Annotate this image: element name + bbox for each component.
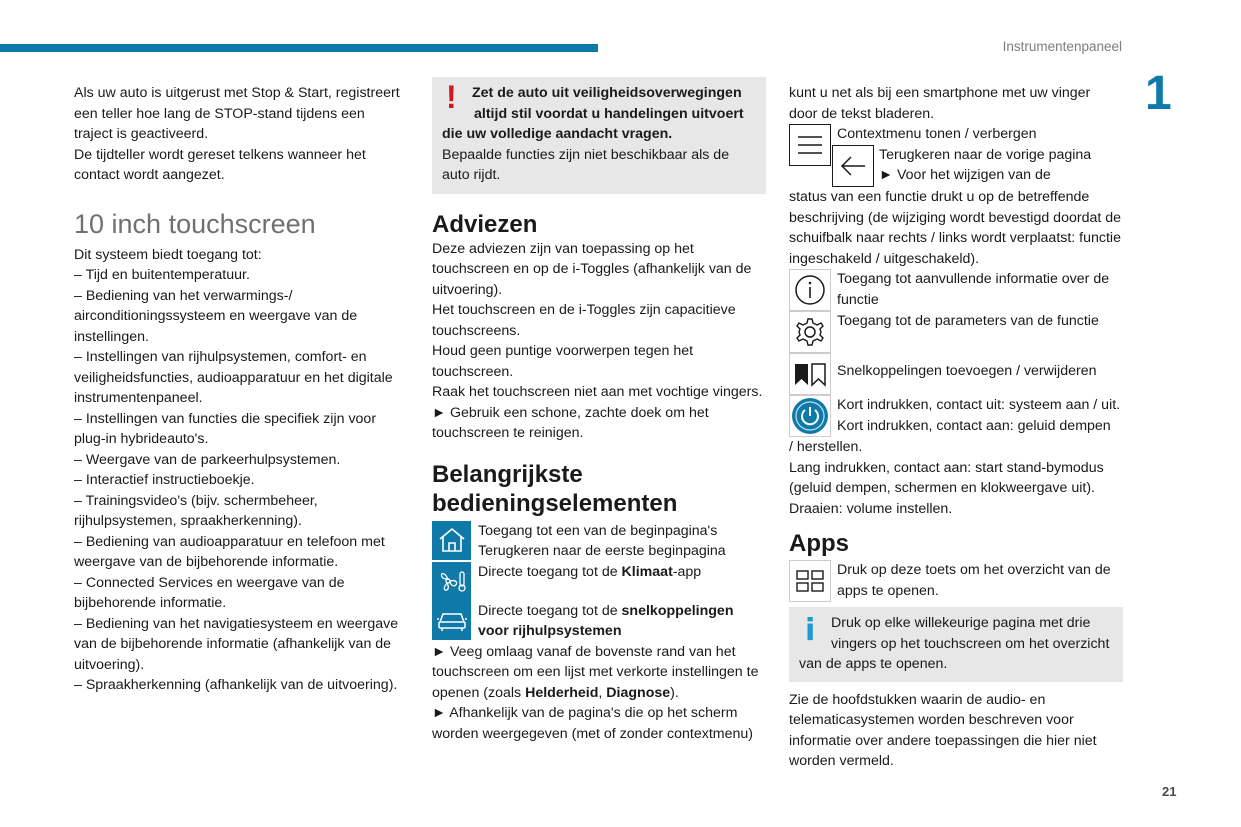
intro-line: De tijdteller wordt gereset telkens wanneer het bbox=[74, 146, 366, 163]
power-line: Draaien: volume instellen. bbox=[789, 500, 953, 517]
body-line: – Bediening van het verwarmings-/ bbox=[74, 287, 293, 304]
note-line: van de apps te openen. bbox=[799, 656, 948, 672]
params-desc: Toegang tot de parameters van de functie bbox=[837, 313, 1099, 329]
advice-line: Deze adviezen zijn van toepassing op het bbox=[432, 240, 694, 257]
body-line: Dit systeem biedt toegang tot: bbox=[74, 246, 262, 263]
apps-desc: Druk op deze toets om het overzicht van de bbox=[837, 562, 1111, 578]
status-line: schuifbalk naar rechts / links wordt verplaatst: functie bbox=[789, 230, 1121, 246]
body-line: – Interactief instructieboekje. bbox=[74, 472, 255, 488]
apps-desc: apps te openen. bbox=[837, 582, 939, 599]
power-line: (geluid dempen, schermen en klokweergave uit). bbox=[789, 480, 1095, 496]
power-desc: Kort indrukken, contact aan: geluid dempen bbox=[837, 417, 1111, 434]
outro-line: telematicasystemen worden beschreven voor bbox=[789, 712, 1074, 728]
info-desc: Toegang tot aanvullende informatie over de bbox=[837, 271, 1110, 287]
swipe-diagnose: Diagnose bbox=[606, 684, 671, 701]
swipe-sep: , bbox=[598, 684, 607, 701]
body-line: rijhulpsystemen, spraakherkenning). bbox=[74, 513, 302, 529]
swipe-suffix: ). bbox=[670, 684, 679, 701]
advice-line: uitvoering). bbox=[432, 281, 503, 298]
body-line: – Tijd en buitentemperatuur. bbox=[74, 267, 250, 283]
controls-heading-line: Belangrijkste bbox=[432, 460, 583, 488]
advice-line: touchscreen te reinigen. bbox=[432, 425, 584, 441]
intro-line: Als uw auto is uitgerust met Stop & Start, registreert bbox=[74, 85, 400, 101]
depend-line: worden weergegeven (met of zonder contextmenu) bbox=[432, 725, 753, 742]
intro-line: traject is geactiveerd. bbox=[74, 126, 209, 142]
top-line: door de tekst bladeren. bbox=[789, 105, 935, 122]
advice-heading: Adviezen bbox=[432, 210, 538, 238]
power-desc: Kort indrukken, contact uit: systeem aan / uit. bbox=[837, 397, 1121, 413]
climate-desc-prefix: Directe toegang tot de bbox=[478, 563, 622, 580]
column-3 bbox=[789, 83, 1123, 772]
body-line: uitvoering). bbox=[74, 656, 145, 673]
outro-line: worden vermeld. bbox=[789, 753, 894, 769]
chapter-number: 1 bbox=[1145, 67, 1172, 120]
outro-line: Zie de hoofdstukken waarin de audio- en bbox=[789, 691, 1046, 708]
depend-line: ► Afhankelijk van de pagina's die op het scherm bbox=[432, 705, 738, 721]
home-control-row bbox=[432, 521, 766, 562]
power-row bbox=[789, 395, 1123, 437]
body-line: – Bediening van het navigatiesysteem en weergave bbox=[74, 615, 399, 632]
advice-line: touchscreen. bbox=[432, 363, 514, 380]
warning-line: Bepaalde functies zijn niet beschikbaar als de bbox=[442, 146, 730, 163]
status-line: status van een functie drukt u op de betreffende bbox=[789, 189, 1090, 205]
body-line: veiligheidsfuncties, audioapparatuur en het digitale bbox=[74, 369, 393, 386]
bookmark-icon[interactable] bbox=[789, 353, 831, 395]
swipe-line: touchscreen om een lijst met verkorte instellingen te bbox=[432, 664, 759, 680]
warning-bold-line: Zet de auto uit veiligheidsoverwegingen bbox=[472, 85, 742, 101]
advice-line: Het touchscreen en de i-Toggles zijn capacitieve bbox=[432, 302, 736, 318]
body-line: – Instellingen van rijhulpsystemen, comfort- en bbox=[74, 349, 367, 365]
info-note-icon: i bbox=[805, 613, 816, 648]
apps-heading: Apps bbox=[789, 530, 849, 557]
note-line: vingers op het touchscreen om het overzicht bbox=[831, 635, 1110, 652]
status-line: ingeschakeld / uitgeschakeld). bbox=[789, 250, 980, 267]
swipe-prefix: openen (zoals bbox=[432, 684, 526, 701]
apps-grid-icon[interactable] bbox=[789, 560, 831, 602]
advice-line: Raak het touchscreen niet aan met vochtige vingers. bbox=[432, 384, 763, 400]
body-line: instrumentenpaneel. bbox=[74, 390, 203, 406]
fan-thermometer-icon[interactable] bbox=[432, 562, 471, 601]
body-line: – Bediening van audioapparatuur en telefoon met bbox=[74, 533, 385, 550]
info-icon[interactable] bbox=[789, 269, 831, 311]
body-line: weergave van de bijbehorende informatie. bbox=[74, 554, 339, 570]
body-line: airconditioningssysteem en weergave van de bbox=[74, 308, 358, 324]
body-line: van de bijbehorende informatie (afhankelijk van de bbox=[74, 636, 392, 652]
warning-exclamation-icon: ! bbox=[446, 79, 457, 115]
body-line: bijbehorende informatie. bbox=[74, 595, 227, 611]
gear-icon[interactable] bbox=[789, 311, 831, 353]
advice-line: ► Gebruik een schone, zachte doek om het bbox=[432, 404, 709, 421]
touchscreen-heading: 10 inch touchscreen bbox=[74, 208, 316, 239]
status-line: beschrijving (de wijziging wordt bevestigd doordat de bbox=[789, 209, 1122, 226]
climate-desc bbox=[478, 562, 701, 583]
climate-desc-suffix: -app bbox=[672, 563, 702, 580]
note-line: Druk op elke willekeurige pagina met drie bbox=[831, 615, 1091, 631]
power-line: Lang indrukken, contact aan: start stand-bymodus bbox=[789, 459, 1104, 476]
body-line: – Weergave van de parkeerhulpsystemen. bbox=[74, 451, 341, 468]
params-row bbox=[789, 311, 1123, 353]
context-menu-row bbox=[789, 124, 1123, 183]
power-icon[interactable] bbox=[789, 395, 831, 437]
warning-line: auto rijdt. bbox=[442, 167, 501, 183]
controls-heading-line: bedieningselementen bbox=[432, 489, 678, 517]
outro-line: informatie over andere toepassingen die hier niet bbox=[789, 732, 1097, 749]
assist-desc-prefix: Directe toegang tot de bbox=[478, 602, 622, 619]
assist-control-row bbox=[432, 601, 766, 642]
menu-icon[interactable] bbox=[789, 124, 831, 166]
warning-box bbox=[432, 77, 766, 194]
assist-desc-bold: snelkoppelingen bbox=[621, 602, 734, 619]
warning-bold-line: altijd stil voordat u handelingen uitvoert bbox=[474, 105, 744, 122]
shortcuts-row bbox=[789, 353, 1123, 395]
intro-line: contact wordt aangezet. bbox=[74, 167, 225, 183]
assist-desc-bold: voor rijhulpsystemen bbox=[478, 623, 622, 639]
info-note-box bbox=[789, 607, 1123, 682]
body-line: – Instellingen van functies die specifiek zijn voor bbox=[74, 410, 377, 427]
back-desc: Terugkeren naar de vorige pagina bbox=[879, 146, 1092, 163]
car-icon[interactable] bbox=[432, 601, 471, 640]
info-desc: functie bbox=[837, 291, 879, 308]
column-2 bbox=[432, 77, 766, 744]
header-accent-bar bbox=[0, 44, 598, 52]
controls-heading bbox=[432, 460, 766, 518]
context-menu-desc: Contextmenu tonen / verbergen bbox=[837, 126, 1037, 142]
swipe-brightness: Helderheid bbox=[525, 684, 599, 701]
status-line: ► Voor het wijzigen van de bbox=[879, 167, 1051, 183]
climate-app-name: Klimaat bbox=[621, 563, 673, 580]
home-icon[interactable] bbox=[432, 521, 471, 560]
advice-line: touchscreens. bbox=[432, 322, 521, 339]
column-1 bbox=[74, 83, 409, 696]
advice-line: touchscreen en op de i-Toggles (afhankelijk van de bbox=[432, 261, 752, 277]
home-desc: Toegang tot een van de beginpagina's bbox=[478, 522, 718, 539]
section-title: Instrumentenpaneel bbox=[1002, 39, 1122, 54]
body-line: – Trainingsvideo's (bijv. schermbeheer, bbox=[74, 492, 318, 509]
back-arrow-icon[interactable] bbox=[832, 145, 874, 187]
advice-line: Houd geen puntige voorwerpen tegen het bbox=[432, 343, 694, 359]
power-line: / herstellen. bbox=[789, 439, 863, 455]
warning-bold-line: die uw volledige aandacht vragen. bbox=[442, 126, 673, 142]
page-number: 21 bbox=[1162, 784, 1177, 799]
home-desc: Terugkeren naar de eerste beginpagina bbox=[478, 543, 726, 559]
back-row bbox=[832, 145, 1091, 187]
swipe-line bbox=[432, 683, 766, 704]
body-line: – Spraakherkenning (afhankelijk van de uitvoering). bbox=[74, 677, 398, 693]
assist-desc bbox=[478, 601, 734, 622]
apps-row bbox=[789, 560, 1123, 602]
shortcuts-desc: Snelkoppelingen toevoegen / verwijderen bbox=[837, 363, 1097, 379]
info-row bbox=[789, 269, 1123, 311]
body-line: instellingen. bbox=[74, 328, 149, 345]
body-line: plug-in hybrideauto's. bbox=[74, 431, 209, 447]
intro-line: een teller hoe lang de STOP-stand tijdens een bbox=[74, 105, 365, 122]
body-line: – Connected Services en weergave van de bbox=[74, 574, 345, 591]
top-line: kunt u net als bij een smartphone met uw vinger bbox=[789, 85, 1091, 101]
climate-control-row bbox=[432, 562, 766, 601]
swipe-line: ► Veeg omlaag vanaf de bovenste rand van het bbox=[432, 643, 736, 660]
